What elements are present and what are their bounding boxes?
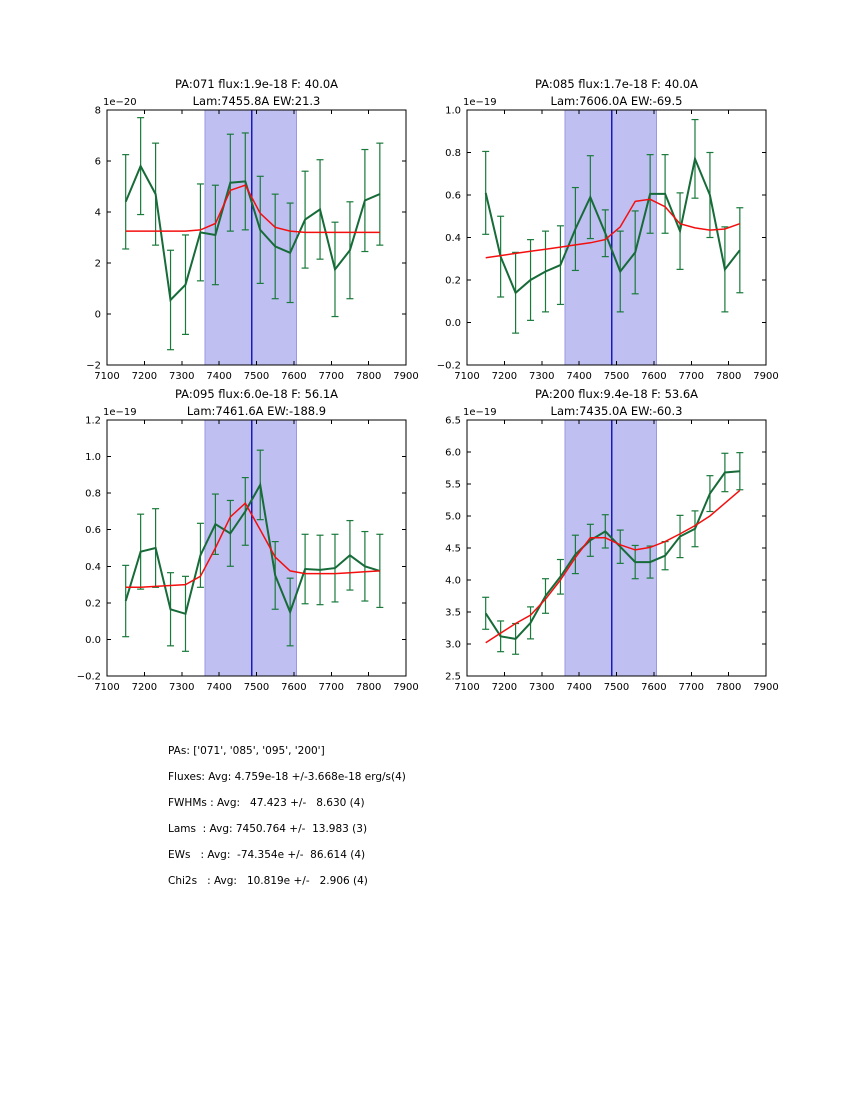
band-region (205, 110, 297, 365)
summary-line-fwhms: FWHMs : Avg: 47.423 +/- 8.630 (4) (168, 797, 365, 809)
y-tick-label: 5.5 (445, 479, 461, 491)
subplot-title-line2: Lam:7455.8A EW:21.3 (192, 94, 321, 108)
y-tick-label: 2.5 (445, 671, 461, 683)
y-tick-label: 8 (94, 105, 101, 117)
x-tick-label: 7800 (715, 682, 742, 693)
x-tick-label: 7600 (281, 682, 307, 693)
x-tick-label: 7600 (641, 682, 667, 693)
x-tick-label: 7500 (243, 682, 270, 693)
x-tick-label: 7100 (454, 371, 480, 382)
x-tick-label: 7900 (393, 371, 419, 382)
y-tick-label: 0.0 (445, 318, 461, 329)
y-tick-label: −0.2 (436, 360, 461, 372)
x-tick-label: 7300 (169, 371, 195, 382)
x-tick-label: 7500 (603, 371, 630, 382)
x-tick-label: 7200 (491, 682, 518, 693)
summary-line-lams: Lams : Avg: 7450.764 +/- 13.983 (3) (168, 823, 368, 835)
x-tick-label: 7400 (206, 371, 232, 382)
y-tick-label: 3.0 (445, 639, 461, 651)
subplot-title-line1: PA:095 flux:6.0e-18 F: 56.1A (174, 387, 339, 401)
x-tick-label: 7200 (491, 371, 518, 382)
x-tick-label: 7700 (678, 682, 704, 693)
subplot-title-line1: PA:200 flux:9.4e-18 F: 53.6A (534, 387, 699, 401)
y-tick-label: 0.2 (445, 275, 461, 287)
x-tick-label: 7700 (318, 371, 344, 382)
subplot-title-line1: PA:071 flux:1.9e-18 F: 40.0A (174, 77, 339, 91)
x-tick-label: 7900 (393, 682, 419, 693)
x-tick-label: 7800 (355, 371, 382, 382)
y-tick-label: 0.0 (85, 634, 101, 646)
x-tick-label: 7100 (454, 682, 480, 693)
x-tick-label: 7100 (94, 682, 120, 693)
y-tick-label: 4.5 (445, 543, 461, 555)
band-region (205, 420, 297, 676)
summary-line-pas: PAs: ['071', '085', '095', '200'] (168, 745, 325, 757)
x-tick-label: 7900 (753, 371, 779, 382)
y-tick-label: 0.8 (85, 488, 101, 500)
y-tick-label: −0.2 (76, 671, 101, 683)
y-tick-label: −2 (86, 360, 101, 372)
y-offset-label: 1e−19 (463, 97, 497, 108)
x-tick-label: 7300 (529, 682, 555, 693)
y-offset-label: 1e−20 (103, 97, 137, 108)
y-tick-label: 0.6 (445, 190, 461, 202)
x-tick-label: 7100 (94, 371, 120, 382)
y-tick-label: 6 (94, 156, 101, 168)
x-tick-label: 7400 (206, 682, 232, 693)
y-tick-label: 4 (94, 207, 101, 219)
summary-line-ews: EWs : Avg: -74.354e +/- 86.614 (4) (168, 849, 366, 861)
subplot-title-line1: PA:085 flux:1.7e-18 F: 40.0A (534, 77, 699, 91)
x-tick-label: 7400 (566, 371, 592, 382)
summary-block (168, 738, 406, 894)
y-tick-label: 0 (94, 309, 101, 321)
x-tick-label: 7800 (355, 682, 382, 693)
y-offset-label: 1e−19 (103, 407, 137, 418)
y-tick-label: 2 (94, 258, 101, 270)
subplot-title-line2: Lam:7606.0A EW:-69.5 (550, 94, 683, 108)
x-tick-label: 7700 (678, 371, 704, 382)
y-tick-label: 1.0 (85, 452, 101, 464)
subplot-title-line2: Lam:7435.0A EW:-60.3 (550, 404, 683, 418)
y-tick-label: 0.8 (445, 148, 461, 159)
x-tick-label: 7900 (753, 682, 779, 693)
x-tick-label: 7300 (169, 682, 195, 693)
y-tick-label: 0.6 (85, 525, 101, 537)
y-tick-label: 0.4 (445, 233, 461, 244)
subplot-4 (445, 387, 779, 693)
x-tick-label: 7300 (529, 371, 555, 382)
x-tick-label: 7400 (566, 682, 592, 693)
y-tick-label: 1.0 (445, 105, 461, 117)
x-tick-label: 7200 (131, 371, 158, 382)
y-tick-label: 0.4 (85, 561, 101, 573)
x-tick-label: 7200 (131, 682, 158, 693)
y-tick-label: 5.0 (445, 511, 461, 523)
y-tick-label: 1.2 (85, 415, 101, 427)
band-region (565, 110, 657, 365)
x-tick-label: 7700 (318, 682, 344, 693)
x-tick-label: 7600 (641, 371, 667, 382)
y-tick-label: 3.5 (445, 607, 461, 619)
y-tick-label: 4.0 (445, 575, 461, 587)
x-tick-label: 7600 (281, 371, 307, 382)
subplot-1 (86, 77, 418, 382)
y-tick-label: 6.5 (445, 415, 461, 427)
subplot-3 (77, 387, 419, 693)
x-tick-label: 7800 (715, 371, 742, 382)
summary-line-chi2s: Chi2s : Avg: 10.819e +/- 2.906 (4) (168, 875, 368, 887)
x-tick-label: 7500 (243, 371, 270, 382)
summary-line-fluxes: Fluxes: Avg: 4.759e-18 +/-3.668e-18 erg/s(4) (168, 771, 406, 783)
subplot-title-line2: Lam:7461.6A EW:-188.9 (186, 404, 327, 418)
y-offset-label: 1e−19 (463, 407, 497, 418)
x-tick-label: 7500 (603, 682, 630, 693)
subplot-2 (437, 77, 779, 382)
y-tick-label: 6.0 (445, 447, 461, 459)
y-tick-label: 0.2 (85, 598, 101, 610)
